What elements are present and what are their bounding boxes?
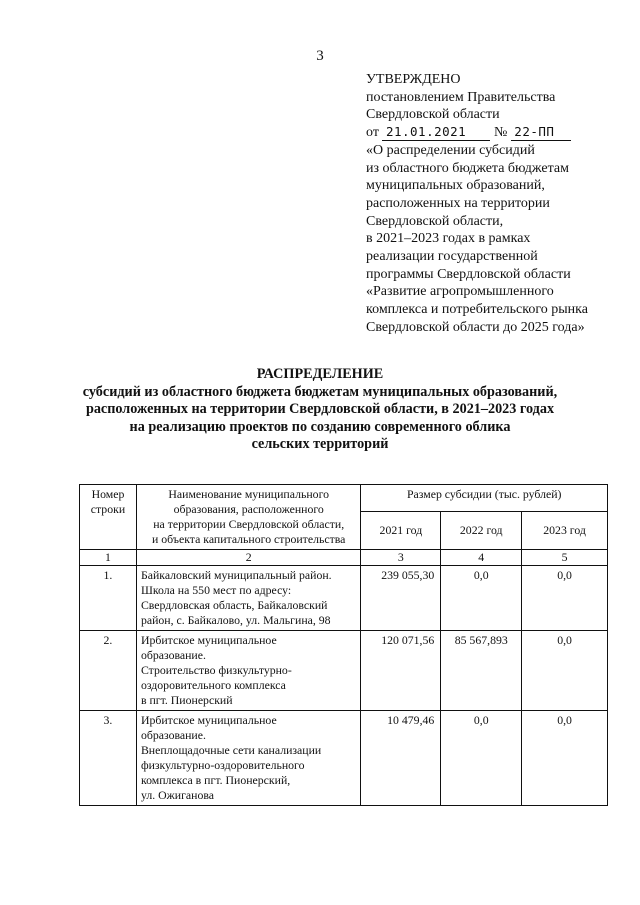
value-2021: 120 071,56 (361, 631, 441, 711)
header-name: Наименование муниципального образования, расположенного на территории Свердловской области, и объекта капитального строительства (136, 485, 361, 550)
header-year-2022: 2022 год (441, 512, 522, 550)
from-label: от (366, 125, 379, 141)
approval-line: Свердловской области (366, 107, 500, 123)
table-index-row (80, 550, 608, 566)
row-number: 3. (80, 711, 137, 806)
approval-line: расположенных на территории (366, 195, 550, 211)
index-cell: 1 (80, 550, 137, 566)
date-field (382, 125, 490, 141)
index-cell: 2 (136, 550, 361, 566)
value-2023: 0,0 (522, 631, 608, 711)
approval-block (366, 71, 631, 337)
approval-line: программы Свердловской области (366, 266, 571, 282)
document-title (40, 366, 600, 454)
row-name: Ирбитское муниципальное образование. Внеплощадочные сети канализации физкультурно-оздоровительного комплекса в пгт. Пионерский, ул. Ожиганова (136, 711, 361, 806)
header-amount: Размер субсидии (тыс. рублей) (361, 485, 608, 512)
approval-line: комплекса и потребительского рынка (366, 302, 588, 318)
approval-line: Свердловской области, (366, 213, 504, 229)
approval-date-line (366, 124, 631, 142)
approval-line: Свердловской области до 2025 года» (366, 319, 585, 335)
value-2022: 0,0 (441, 711, 522, 806)
approval-line: «Развитие агропромышленного (366, 284, 554, 300)
table-row (80, 566, 608, 631)
value-2021: 10 479,46 (361, 711, 441, 806)
table-row (80, 631, 608, 711)
title-heading: РАСПРЕДЕЛЕНИЕ (256, 366, 384, 382)
header-row-number: Номер строки (80, 485, 137, 550)
approval-line: «О распределении субсидий (366, 142, 535, 158)
header-year-2023: 2023 год (522, 512, 608, 550)
value-2022: 85 567,893 (441, 631, 522, 711)
number-label: № (493, 125, 508, 141)
value-2022: 0,0 (441, 566, 522, 631)
table-header-row (80, 485, 608, 512)
value-2023: 0,0 (522, 566, 608, 631)
row-number: 2. (80, 631, 137, 711)
value-2023: 0,0 (522, 711, 608, 806)
row-name: Ирбитское муниципальное образование. Строительство физкультурно- оздоровительного комплекса в пгт. Пионерский (136, 631, 361, 711)
approval-line: постановлением Правительства (366, 89, 556, 105)
approval-line: муниципальных образований, (366, 178, 545, 194)
title-line: субсидий из областного бюджета бюджетам муниципальных образований, (82, 383, 558, 400)
index-cell: 5 (522, 550, 608, 566)
approval-heading: УТВЕРЖДЕНО (366, 72, 461, 87)
approval-line: в 2021–2023 годах в рамках (366, 231, 531, 247)
subsidy-table (79, 484, 608, 806)
date-value: 21.01.2021 (385, 124, 467, 140)
title-line: расположенных на территории Свердловской области, в 2021–2023 годах (85, 401, 555, 417)
title-line: сельских территорий (251, 436, 389, 452)
approval-line: из областного бюджета бюджетам (366, 160, 569, 176)
number-field (511, 125, 571, 141)
row-number: 1. (80, 566, 137, 631)
index-cell: 3 (361, 550, 441, 566)
number-value: 22-ПП (514, 124, 555, 140)
title-line: на реализацию проектов по созданию современного облика (129, 418, 511, 435)
approval-line: реализации государственной (366, 249, 538, 265)
table-row (80, 711, 608, 806)
index-cell: 4 (441, 550, 522, 566)
page-number: 3 (316, 48, 324, 64)
row-name: Байкаловский муниципальный район. Школа на 550 мест по адресу: Свердловская область, Байкаловский район, с. Байкалово, ул. Мальгина, 98 (136, 566, 361, 631)
header-year-2021: 2021 год (361, 512, 441, 550)
value-2021: 239 055,30 (361, 566, 441, 631)
